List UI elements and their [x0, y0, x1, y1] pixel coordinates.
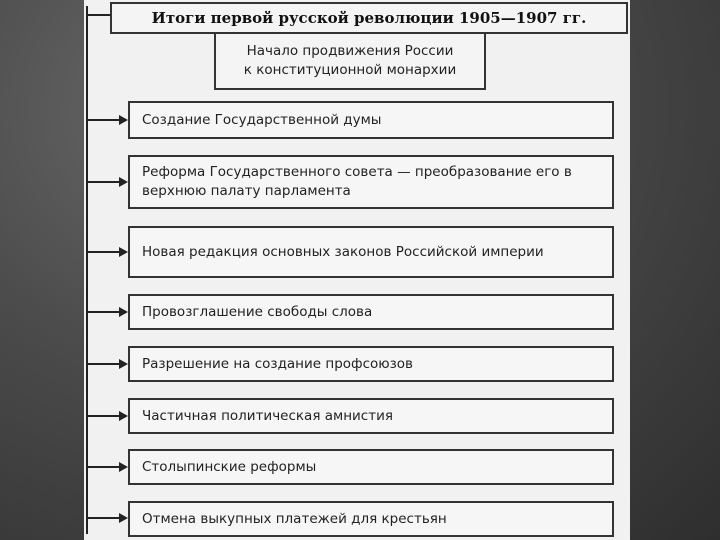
vertical-connector-line	[86, 6, 88, 534]
result-box-freedom-of-speech	[128, 294, 614, 330]
arrow-right-icon	[88, 177, 128, 187]
subtitle-line-2: к конституционной монархии	[243, 62, 457, 78]
result-box-state-duma	[128, 101, 614, 139]
title-connector-line	[86, 14, 112, 16]
result-box-stolypin-reforms	[128, 449, 614, 485]
subtitle-line-1: Начало продвижения России	[246, 43, 454, 59]
arrow-right-icon	[88, 359, 128, 369]
arrow-right-icon	[88, 115, 128, 125]
arrow-right-icon	[88, 462, 128, 472]
result-box-trade-unions	[128, 346, 614, 382]
result-text: Разрешение на создание профсоюзов	[142, 355, 414, 372]
result-text: Создание Государственной думы	[142, 111, 382, 128]
result-text: Отмена выкупных платежей для крестьян	[142, 510, 447, 527]
result-text: Частичная политическая амнистия	[142, 407, 393, 424]
diagram-title: Итоги первой русской революции 1905—1907 гг.	[151, 9, 587, 27]
result-box-basic-laws	[128, 226, 614, 278]
result-text: Столыпинские реформы	[142, 458, 317, 475]
result-text: Провозглашение свободы слова	[142, 303, 373, 320]
arrow-right-icon	[88, 411, 128, 421]
diagram-title-box	[110, 2, 628, 34]
subtitle-box	[214, 34, 486, 90]
arrow-right-icon	[88, 247, 128, 257]
result-text: верхнюю палату парламента	[142, 183, 351, 199]
result-box-redemption-payments	[128, 501, 614, 537]
arrow-right-icon	[88, 513, 128, 523]
arrow-right-icon	[88, 307, 128, 317]
result-text: Реформа Государственного совета — преобразование его в	[142, 164, 572, 180]
result-box-state-council	[128, 155, 614, 209]
result-text: Новая редакция основных законов Российской империи	[142, 243, 544, 260]
result-box-amnesty	[128, 398, 614, 434]
